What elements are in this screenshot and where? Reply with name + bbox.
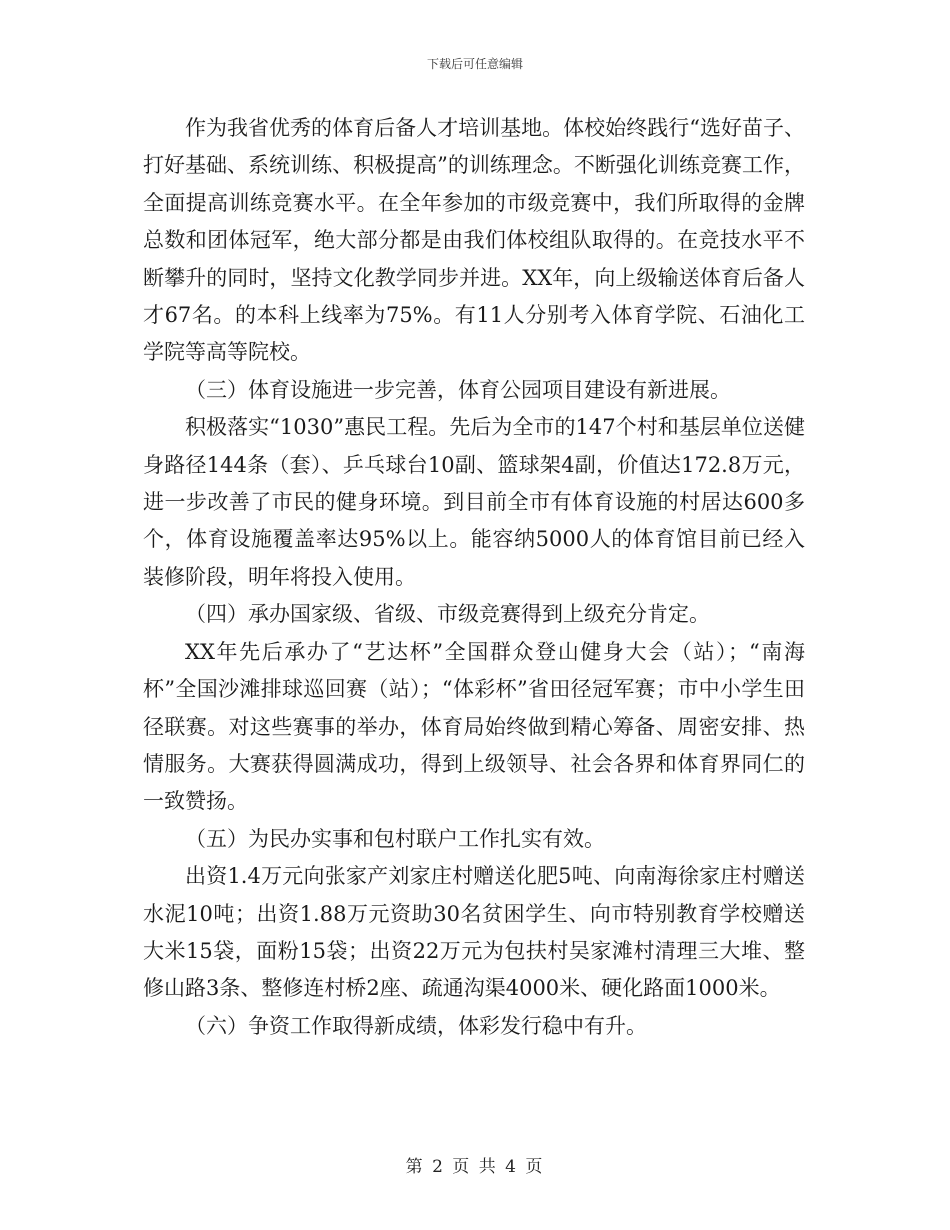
- page-number-footer: 第 2 页 共 4 页: [405, 1157, 545, 1177]
- section-heading: （六）争资工作取得新成绩，体彩发行稳中有升。: [185, 1013, 647, 1038]
- paragraph: XX年先后承办了“艺达杯”全国群众登山健身大会（站）；“南海杯”全国沙滩排球巡回赛（站）；“体彩杯”省田径冠军赛；市中小学生田径联赛。对这些赛事的举办，体育局始终做到精心筹备、周密安排、热情服务。大赛获得圆满成功，得到上级领导、社会各界和体育界同仁的一致赞扬。: [143, 639, 805, 814]
- page-header: 下载后可任意编辑: [426, 57, 523, 71]
- section-heading: （三）体育设施进一步完善，体育公园项目建设有新进展。: [185, 377, 731, 402]
- section-heading: （五）为民办实事和包村联户工作扎实有效。: [185, 826, 605, 851]
- paragraph: 作为我省优秀的体育后备人才培训基地。体校始终践行“选好苗子、打好基础、系统训练、积极提高”的训练理念。不断强化训练竞赛工作，全面提高训练竞赛水平。在全年参加的市级竞赛中，我们所取得的金牌总数和团体冠军，绝大部分都是由我们体校组队取得的。在竞技水平不断攀升的同时，坚持文化教学同步并进。XX年，向上级输送体育后备人才67名。的本科上线率为75%。有11人分别考入体育学院、石油化工学院等高等院校。: [143, 116, 805, 365]
- section-heading: （四）承办国家级、省级、市级竞赛得到上级充分肯定。: [185, 602, 710, 627]
- document-body: [143, 110, 805, 1045]
- paragraph: 积极落实“1030”惠民工程。先后为全市的147个村和基层单位送健身路径144条（套）、乒乓球台10副、篮球架4副，价值达172.8万元，进一步改善了市民的健身环境。到目前全市有体育设施的村居达600多个，体育设施覆盖率达95%以上。能容纳5000人的体育馆目前已经入装修阶段，明年将投入使用。: [143, 415, 805, 589]
- paragraph: 出资1.4万元向张家产刘家庄村赠送化肥5吨、向南海徐家庄村赠送水泥10吨；出资1.88万元资助30名贫困学生、向市特别教育学校赠送大米15袋，面粉15袋；出资22万元为包扶村吴家滩村清理三大堆、整修山路3条、整修连村桥2座、疏通沟渠4000米、硬化路面1000米。: [143, 864, 805, 1001]
